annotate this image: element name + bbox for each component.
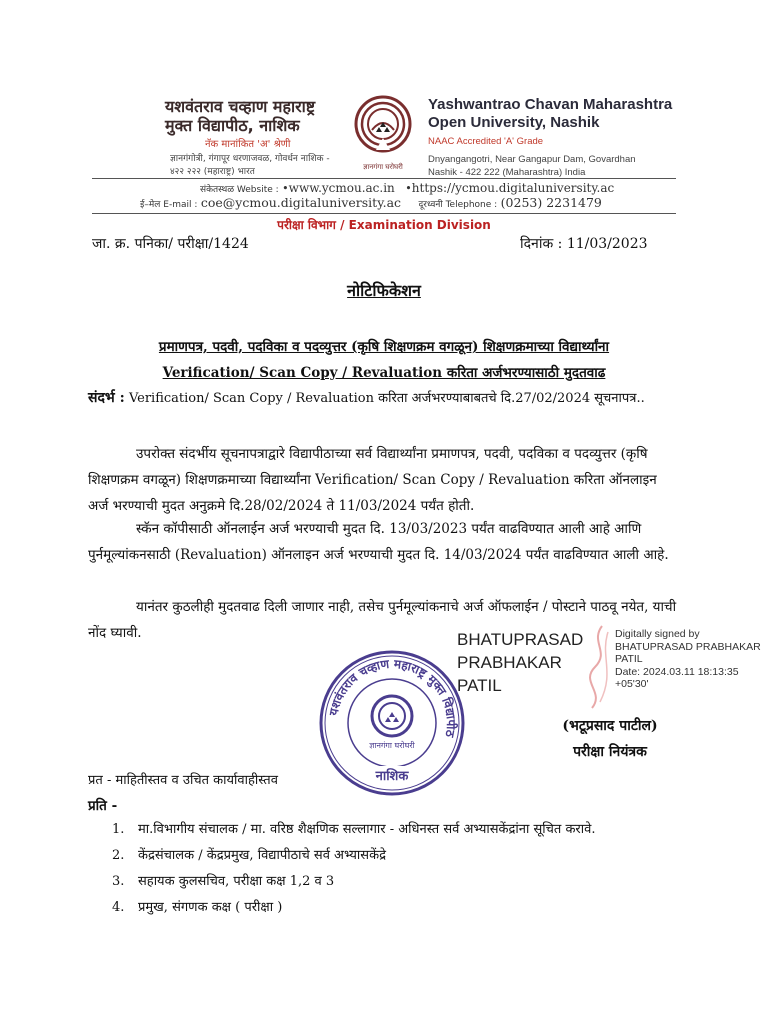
bullet-icon: • <box>282 182 289 195</box>
reference-line <box>88 388 645 407</box>
website-link-2[interactable]: https://ycmou.digitaluniversity.ac <box>411 181 615 195</box>
grade-english: NAAC Accredited 'A' Grade <box>428 136 544 147</box>
paragraph-3: यानंतर कुठलीही मुदतवाढ दिली जाणार नाही, तसेच पुर्नमूल्यांकनाचे अर्ज ऑफलाईन / पोस्टाने पाठवू नयेत, याची नोंद घ्यावी. <box>88 599 677 641</box>
bullet-icon: • <box>405 182 412 195</box>
university-name-marathi-1: यशवंतराव चव्हाण महाराष्ट्र <box>165 97 316 116</box>
address-marathi: ज्ञानगंगोत्री, गंगापूर धरणाजवळ, गोवर्धन नाशिक - ४२२ २२२ (महाराष्ट्र) भारत <box>170 154 330 177</box>
university-logo-icon <box>352 94 414 174</box>
university-name-english-2: Open University, Nashik <box>428 114 600 131</box>
signer-name-block: BHATUPRASAD PRABHAKAR PATIL <box>457 630 584 695</box>
reference-number: जा. क्र. पनिका/ परीक्षा/1424 <box>92 236 249 252</box>
list-item: 4. प्रमुख, संगणक कक्ष ( परीक्षा ) <box>112 900 283 915</box>
website-link-1[interactable]: www.ycmou.ac.in <box>288 181 395 195</box>
subject-line-1: प्रमाणपत्र, पदवी, पदविका व पदव्युत्तर (कृषि शिक्षणक्रम वगळून) शिक्षणक्रमाच्या विद्यार्थ्यांना <box>158 339 610 355</box>
header-divider-top <box>92 178 676 179</box>
list-item: 2. केंद्रसंचालक / केंद्रप्रमुख, विद्यापीठाचे सर्व अभ्यासकेंद्रे <box>112 848 386 863</box>
phone-number: (0253) 2231479 <box>500 195 602 210</box>
seal-ring-text: यशवंतराव चव्हाण महाराष्ट्र मुक्त विद्यापीठ <box>326 656 459 739</box>
paragraph-1: उपरोक्त संदर्भीय सूचनापत्राद्वारे विद्यापीठाच्या सर्व विद्यार्थ्यांना प्रमाणपत्र, पदवी, पदविका व पदव्युत्तर (कृषि शिक्षणक्रम वगळून) शिक्षणक्रमाच्या विद्यार्थ्यांना Verification/ Scan Copy / Revaluation करिता ऑनलाइन अर्ज भरण्याची मुदत अनुक्रमे दि.28/02/2024 ते 11/03/2024 पर्यंत होती. <box>88 446 657 514</box>
university-name-marathi-2: मुक्त विद्यापीठ, नाशिक <box>165 116 300 135</box>
list-item: 1. मा.विभागीय संचालक / मा. वरिष्ठ शैक्षणिक सल्लागार - अधिनस्त सर्व अभ्यासकेंद्रांना सूचित करावे. <box>112 822 596 837</box>
prati-label: प्रति - <box>88 798 118 814</box>
reference-text: Verification/ Scan Copy / Revaluation करिता अर्जभरण्याबाबतचे दि.27/02/2024 सूचनापत्र.. <box>128 391 645 406</box>
official-title: परीक्षा नियंत्रक <box>573 744 647 760</box>
university-seal-icon <box>317 648 467 798</box>
address-english: Dnyangangotri, Near Gangapur Dam, Govardhan Nashik - 422 222 (Maharashtra) India <box>428 154 636 178</box>
website-label: संकेतस्थळ Website : <box>200 185 279 195</box>
university-name-english-1: Yashwantrao Chavan Maharashtra <box>428 96 673 113</box>
notification-title: नोटिफिकेशन <box>347 281 421 300</box>
signature-scribble-icon <box>580 622 620 712</box>
seal-bottom-text: नाशिक <box>375 769 409 784</box>
email-phone-line <box>140 195 602 210</box>
official-name: (भटूप्रसाद पाटील) <box>562 718 658 734</box>
email-label: ई–मेल E-mail : <box>140 200 198 210</box>
list-item: 3. सहायक कुलसचिव, परीक्षा कक्ष 1,2 व 3 <box>112 874 335 889</box>
phone-label: दूरध्वनी Telephone : <box>418 200 498 210</box>
paragraph-2: स्कॅन कॉपीसाठी ऑनलाईन अर्ज भरण्याची मुदत दि. 13/03/2023 पर्यंत वाढविण्यात आली आहे आणि पुर्नमूल्यांकनसाठी (Revaluation) ऑनलाइन अर्ज भरण्याची मुदत दि. 14/03/2024 पर्यंत वाढविण्यात आली आहे. <box>88 521 669 563</box>
recipient-list <box>112 820 712 924</box>
examination-division: परीक्षा विभाग / Examination Division <box>277 218 491 232</box>
email-link[interactable]: coe@ycmou.digitaluniversity.ac <box>200 195 402 210</box>
copy-to-line: प्रत - माहितीस्तव व उचित कार्यावाहीस्तव <box>88 773 278 788</box>
subject-line-2: Verification/ Scan Copy / Revaluation करिता अर्जभरण्यासाठी मुदतवाढ <box>162 365 606 381</box>
document-date: दिनांक : 11/03/2023 <box>520 236 648 252</box>
website-line <box>200 181 614 195</box>
seal-caption: ज्ञानगंगा घरोघरी <box>369 741 415 750</box>
logo-caption: ज्ञानगंगा घरोघरी <box>363 163 403 171</box>
grade-marathi: नॅक मानांकित 'अ' श्रेणी <box>205 139 291 150</box>
digital-signature-block: Digitally signed by BHATUPRASAD PRABHAKAR PATIL Date: 2024.03.11 18:13:35 +05'30' <box>615 628 761 690</box>
reference-label: संदर्भ : <box>88 390 125 406</box>
header-divider-bottom <box>92 213 676 214</box>
